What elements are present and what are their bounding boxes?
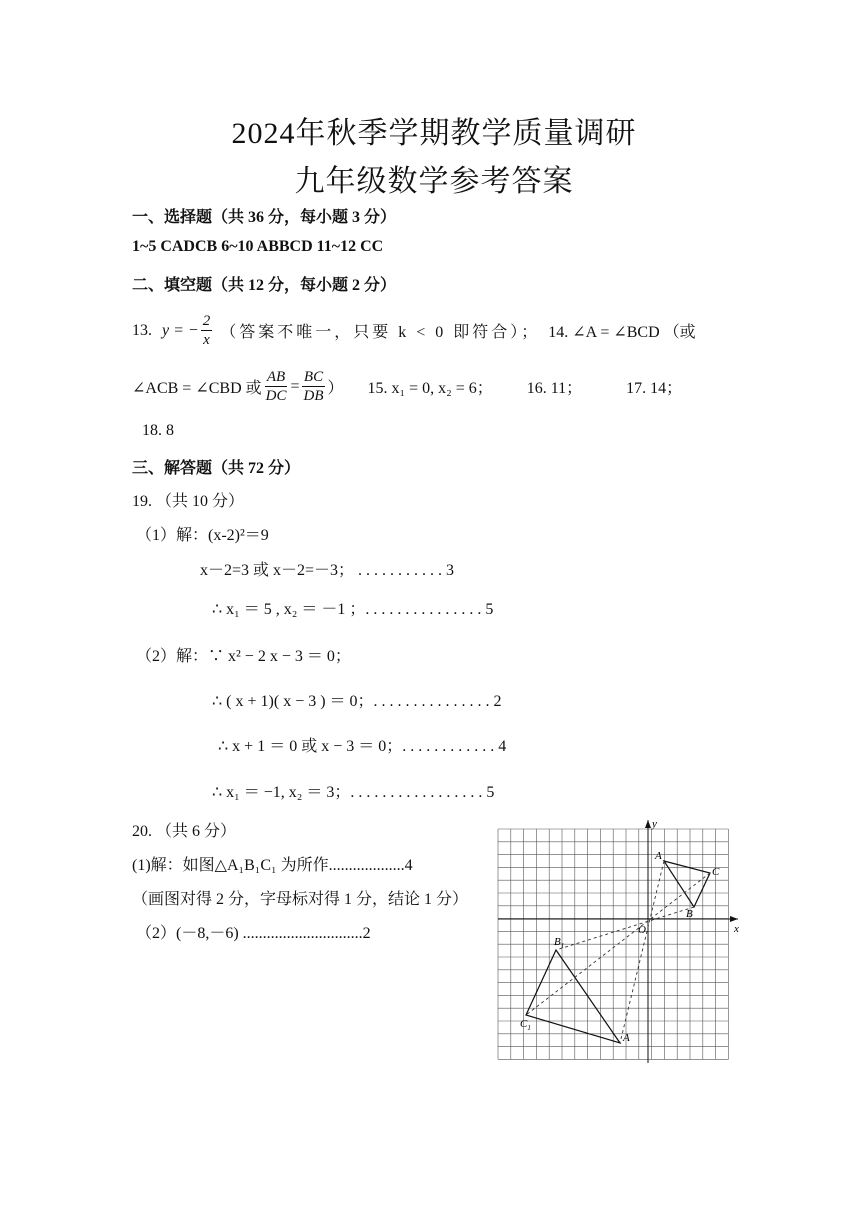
q15-answer: 15. x₁ = 0, x₂ = 6； <box>367 380 493 397</box>
q20-note: （画图对得 2 分，字母标对得 1 分，结论 1 分） <box>132 891 469 908</box>
q14-close: ） <box>327 380 344 397</box>
choice-answers: 1~5 CADCB 6~10 ABBCD 11~12 CC <box>132 238 384 255</box>
q14-frac1-num: AB <box>266 369 286 385</box>
title-line-1: 2024年秋季学期教学质量调研 <box>231 117 637 150</box>
section-2-heading: 二、填空题（共 12 分，每小题 2 分） <box>132 277 397 294</box>
dashed-a-a1 <box>620 861 664 1043</box>
coordinate-figure <box>490 815 750 1065</box>
label-a1 <box>622 1032 630 1044</box>
q19-2-line-b: ∴ ( x + 1)( x − 3 ) ＝ 0；. . . . . . . . . . . . . . . 2 <box>212 693 502 710</box>
q13-line <box>132 312 696 349</box>
q14-frac2-den: DB <box>303 388 324 404</box>
section-3-heading: 三、解答题（共 72 分） <box>132 460 301 477</box>
q19-1-line-a: （1）解：(x-2)²＝9 <box>136 527 269 544</box>
q13-fraction <box>201 312 213 349</box>
q20-2: （2）(－8,－6) ..............................2 <box>136 925 371 942</box>
label-b1 <box>554 936 564 950</box>
label-c: C <box>712 866 720 878</box>
label-c1-letter: C <box>520 1018 528 1030</box>
label-b: B <box>686 908 693 920</box>
q13-y: y = − <box>162 321 199 339</box>
q19-title: 19. （共 10 分） <box>132 493 245 510</box>
triangle-a1b1c1 <box>526 950 620 1043</box>
axis-x-label: x <box>734 923 739 935</box>
q14-text: 14. ∠A = ∠BCD （或 <box>548 324 696 341</box>
label-a1-letter: A <box>623 1032 630 1044</box>
axis-y-label: y <box>652 818 657 830</box>
label-a: A <box>655 850 662 862</box>
q14-text-b: ∠ACB = ∠CBD 或 <box>132 380 262 397</box>
label-b1-sub: 1 <box>560 942 565 950</box>
q19-2-line-c: ∴ x + 1 ＝ 0 或 x − 3 ＝ 0；. . . . . . . . . . . . 4 <box>218 738 507 755</box>
q14-fraction-2 <box>302 368 326 405</box>
q20-1: (1)解：如图△A₁B₁C₁ 为所作...................4 <box>132 857 413 874</box>
q17-answer: 17. 14； <box>626 380 683 397</box>
title-line-2: 九年级数学参考答案 <box>294 165 574 198</box>
q14-eq: = <box>290 377 300 395</box>
q19-2-line-d: ∴ x₁ ＝ −1, x₂ ＝ 3；. . . . . . . . . . . . . . . . . 5 <box>212 784 495 801</box>
q19-1-line-b: x－2=3 或 x－2=－3； . . . . . . . . . . . 3 <box>200 562 455 579</box>
label-c1-sub: 1 <box>527 1024 531 1032</box>
y-axis-arrow <box>645 820 651 828</box>
q14-fraction-1 <box>264 368 289 405</box>
origin-label: O <box>638 924 646 936</box>
q14-15-16-17-line <box>132 368 682 405</box>
label-b1-letter: B <box>554 936 561 948</box>
q19-1-line-c: ∴ x₁ ＝ 5 , x₂ ＝ －1 ；. . . . . . . . . . . . . . . 5 <box>212 601 494 618</box>
q14-frac1-den: DC <box>265 388 287 404</box>
q20-title: 20. （共 6 分） <box>132 823 237 840</box>
dashed-b-b1 <box>556 907 694 950</box>
q14-frac2-num: BC <box>303 369 324 385</box>
label-c1 <box>520 1018 531 1032</box>
q16-answer: 16. 11； <box>526 380 583 397</box>
q13-label: 13. <box>132 321 152 339</box>
q18-answer: 18. 8 <box>142 422 174 439</box>
grid-lines <box>498 829 728 1059</box>
q19-2-line-a: （2）解：∵ x² − 2 x − 3 ＝ 0； <box>136 648 351 665</box>
q13-frac-den: x <box>203 332 210 348</box>
x-axis-arrow <box>730 916 738 922</box>
q13-frac-num: 2 <box>202 313 211 329</box>
section-1-heading: 一、选择题（共 36 分，每小题 3 分） <box>132 209 397 226</box>
q13-note: （答案不唯一，只要 k < 0 即符合）； <box>220 324 541 341</box>
